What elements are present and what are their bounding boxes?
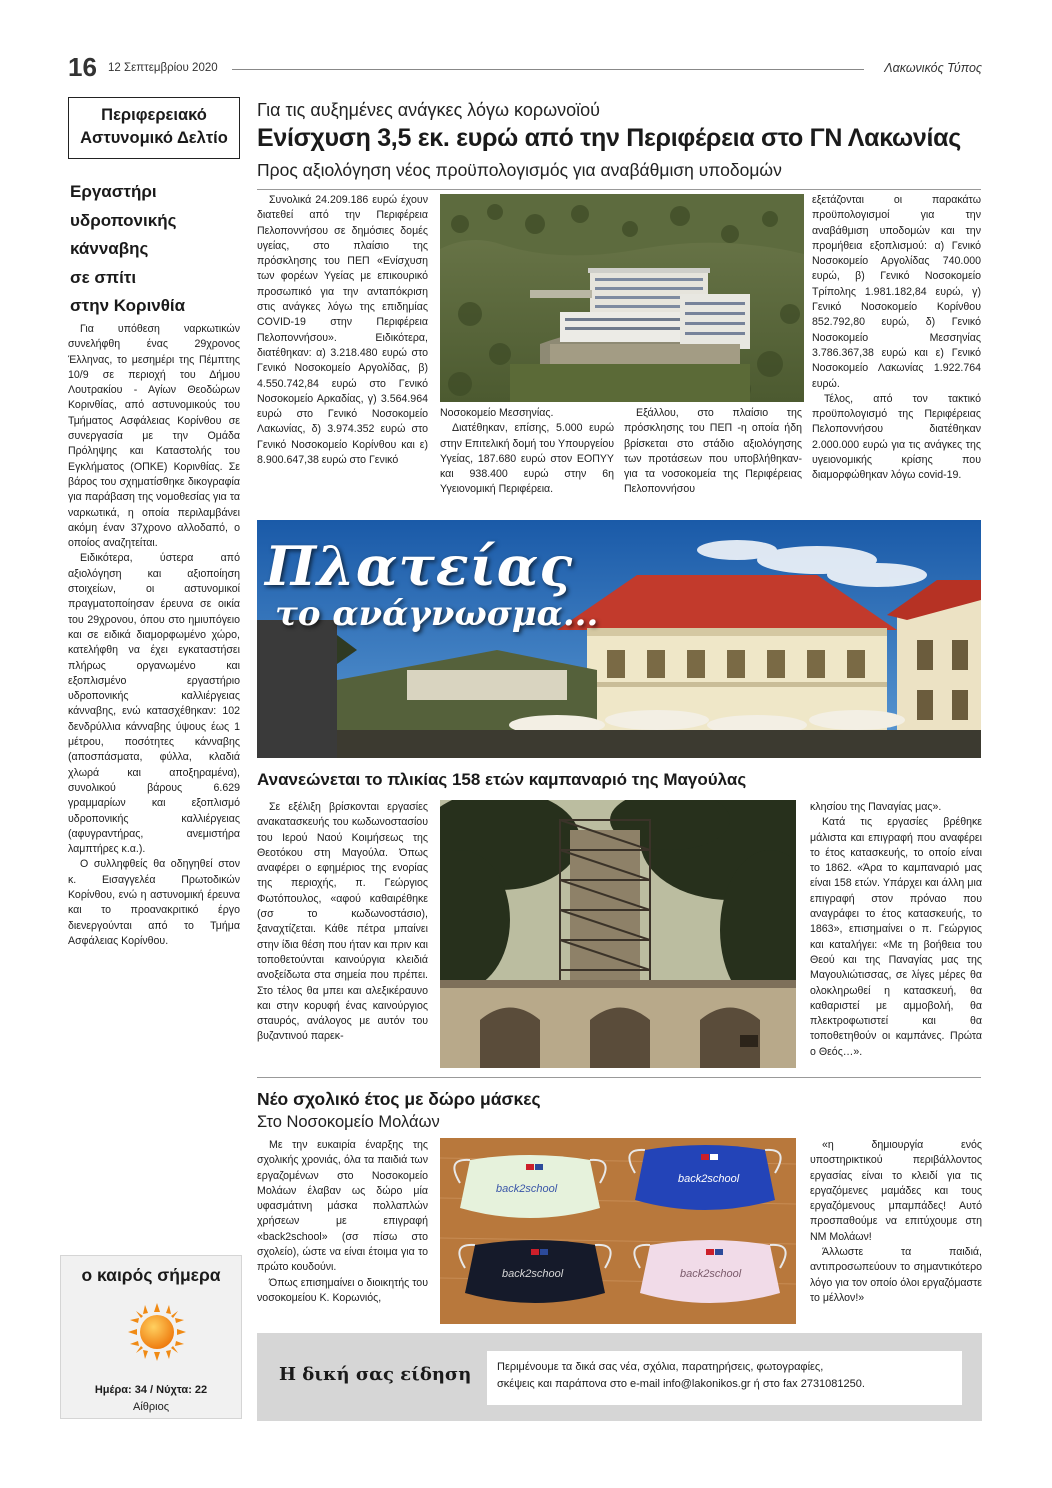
bell-tower-photo [440,800,796,1068]
left-headline [70,178,242,321]
paragraph: Ο συλληφθείς θα οδηγηθεί στον κ. Εισαγγελέα Πρωτοδικών Κορίνθου, ενώ η αστυνομική έρευνα και το προανακριτικό έργο διενεργούνται από το Τμήμα Ασφάλειας Κορίνθου. [68,858,240,947]
left-article-body [68,322,240,949]
police-box-line: Αστυνομικό Δελτίο [80,129,228,147]
banner-subtitle: το ανάγνωσμα... [275,594,599,634]
paragraph: εξετάζονται οι παρακάτω προϋπολογισμοί για την αναβάθμιση υποδομών και την προμήθεια εξοπλισμού: α) Γενικό Νοσοκομείο Αργολίδας 740.000 ευρώ, β) Γενικό Νοσοκομείο Τρίπολης 1.981.182,84 ευρώ, γ) Γενικό Νοσοκομείο Κορίνθου 852.792,80 ευρώ, δ) Γενικό Νοσοκομείο Μεσσηνίας 3.786.367,38 ευρώ και ε) Γενικό Νοσοκομείο Λακωνίας 1.922.764 ευρώ. [812,194,981,390]
headline-line: στην Κορινθία [70,296,186,315]
article1-rule [257,189,981,190]
headline-line: κάνναβης [70,239,149,258]
news-box-line: Περιμένουμε τα δικά σας νέα, σχόλια, παρατηρήσεις, φωτογραφίες, [497,1361,824,1373]
article1-subtitle: Προς αξιολόγηση νέος προϋπολογισμός για αναβάθμιση υποδομών [257,160,782,180]
article2-rule [257,1077,981,1078]
article1-kicker: Για τις αυξημένες ανάγκες λόγω κορωνοϊού [257,100,601,120]
article2-column-2 [810,800,982,1060]
weather-box [60,1255,242,1419]
paragraph: κλησίου της Παναγίας μας». [810,801,942,813]
paragraph: Συνολικά 24.209.186 ευρώ έχουν διατεθεί από την Περιφέρεια Πελοποννήσου σε δημόσιες δομές υγείας, στο πλαίσιο της πρόσκλησης του ΠΕΠ «Ενίσχυση των φορέων Υγείας με επικουρικό προσωπικό για την ανταπόκριση στις ανάγκες λόγω της επιδημίας COVID-19 στην Περιφέρεια Πελοποννήσου». Ειδικότερα, διατέθηκαν: α) 3.218.480 ευρώ στο Γενικό Νοσοκομείο Αργολίδας, β) 4.550.742,84 ευρώ στο Γενικό Νοσοκομείο Αρκαδίας, γ) 3.564.964 ευρώ στο Γενικό Νοσοκομείο Λακωνίας, δ) 3.974.352 ευρώ στο Γενικό Νοσοκομείο Κορίνθου και ε) 8.900.647,38 ευρώ στο Γενικό [257,194,428,467]
paragraph: «η δημιουργία ενός υποστηρικτικού περιβάλλοντος εργασίας είναι το κλειδί για τις εργαζόμενες μαμάδες και τους εργαζόμενους μπαμπάδες! Αυτό προσπαθούμε να επιτύχουμε στη ΝΜ Μολάων! [810,1139,982,1243]
article3-column-2 [810,1138,982,1306]
paragraph: Νοσοκομείο Μεσσηνίας. [440,407,554,419]
paragraph: Τέλος, από τον τακτικό προϋπολογισμό της Περιφέρειας Πελοποννήσου διατέθηκαν 2.000.000 ευρώ για τις ανάγκες της υγειονομικής κρίσης που διαμορφώθηκαν λόγω covid-19. [812,392,981,482]
weather-condition: Αίθριος [132,1401,170,1413]
paragraph: Κατά τις εργασίες βρέθηκε μάλιστα και επιγραφή που αναφέρει το έτος κατασκευής, το οποίο είναι το 1862. «Άρα το καμπαναριό μας είναι 158 ετών. Υπάρχει και άλλη μια επιγραφή στον πρόναο που αναγράφει το έτος κατασκευής, το 1863», επισημαίνει ο π. Γεώργιος και καταλήγει: «Με τη βοήθεια του Θεού και της Παναγίας μας της Μαγουλιώτισσας, σε λίγες μέρες θα ολοκληρωθεί η κατασκευή, θα καθαριστεί με αμμοβολή, θα πλεκτροφωτιστεί και θα τοποθετηθούν οι καμπάνες. Πρώτα ο Θεός…». [810,816,982,1058]
article1-column-4 [812,193,981,484]
article1-column-3 [624,406,802,498]
news-box-line: σκέψεις και παράπονα στο e-mail info@lakonikos.gr ή στο fax 2731081250. [497,1378,865,1390]
mask-text: back2school [502,1268,564,1280]
mask-text: back2school [678,1173,740,1185]
paragraph: Σε εξέλιξη βρίσκονται εργασίες ανακατασκευής του κωδωνοστασίου του Ιερού Ναού Κοιμήσεως της Θεοτόκου στη Μαγούλα. Όπως αναφέρει ο εφημέριος της ενορίας της περιοχής, π. Γεώργιος Φωτόπουλος, «αφού καθαιρέθηκε (σσ το κωδωνοστάσιο), ξαναχτίζεται. Κάθε πέτρα μπαίνει στην ίδια θέση που ήταν και πριν και τοποθετούνται καινούργια κλειδιά ανοξείδωτα στα σημεία που πρέπει. Στο τέλος θα μπει και αλεξικέραυνο και στην κορυφή ένας καινούργιος σταυρός, ανάλογος με αυτόν του βυζαντινού παρεκ- [257,801,428,1043]
paragraph: Διατέθηκαν, επίσης, 5.000 ευρώ στην Επιτελική δομή του Υπουργείου Υγείας, 187.680 ευρώ στον ΕΟΠΥΥ και 938.400 ευρώ στην 6η Υγειονομική Περιφέρεια. [440,422,614,496]
police-bulletin-box [68,97,240,159]
mask-text: back2school [496,1183,558,1195]
paragraph: Για υπόθεση ναρκωτικών συνελήφθη ένας 29χρονος Έλληνας, το μεσημέρι της Πέμπτης 10/9 σε περιοχή του Δήμου Λουτρακίου - Αγίων Θεοδώρων Κορινθίας, από αστυνομικούς του Τμήματος Ασφάλειας Κορίνθου σε συνεργασία με την Ομάδα Πρόληψης και Καταστολής του Εγκλήματος (ΟΠΚΕ) Κορινθίας. Σε βάρος του σχηματίσθηκε δικογραφία για παράβαση της νομοθεσίας για τα ναρκωτικά, η οποία περιλαμβάνει ακόμη έναν 37χρονο αλλοδαπό, ο οποίος αναζητείται. [68,323,240,550]
headline-line: Εργαστήρι [70,182,157,201]
paragraph: Άλλωστε τα παιδιά, αντιπροσωπεύουν το σημαντικότερο λόγο για τον οποίο όλοι εργαζόμαστε το μέλλον!» [810,1246,982,1304]
headline-line: υδροπονικής [70,210,177,230]
header-rule [232,69,864,70]
masks-photo [440,1138,796,1324]
weather-title: ο καιρός σήμερα [81,1265,221,1285]
sun-icon [127,1302,187,1362]
article3-title: Νέο σχολικό έτος με δώρο μάσκες [257,1089,541,1109]
news-box-text [487,1351,962,1405]
paragraph: Ειδικότερα, ύστερα από αξιολόγηση και αξιοποίηση στοιχείων, οι αστυνομικοί πραγματοποίησαν έρευνα σε οικία του 29χρονου, όπου στο ημιυπόγειο και σε ειδικά διαμορφωμένο χώρο, κατελήφθη να έχει εγκαταστήσει πλήρως οργανωμένο και εξοπλισμένο εργαστήριο υδροπονικής καλλιέργειας κάνναβης, ενώ κατασχέθηκαν: 102 δενδρύλλια κάνναβης ύψους έως 1 μέτρου, ποσότητες κάνναβης (αποσπάσματα, φύλλα, κλαδιά χλωρά και αποξηραμένα), συνολικού βάρους 6.629 γραμμαρίων και εξοπλισμό υδροπονικής καλλιέργειας (αφυγραντήρας, ανεμιστήρα λαμπτήρες κ.α.). [68,552,240,856]
hospital-photo [440,194,804,402]
page-number: 16 [68,52,97,82]
paragraph: Εξάλλου, στο πλαίσιο της πρόσκλησης του ΠΕΠ -η οποία ήδη βρίσκεται στο στάδιο αξιολόγησης των προτάσεων που υποβλήθηκαν- για τα νοσοκομεία της Περιφέρειας Πελοποννήσου [624,407,802,496]
paragraph: Όπως επισημαίνει ο διοικητής του νοσοκομείου Κ. Κορωνιός, [257,1276,428,1304]
weather-temperatures: Ημέρα: 34 / Νύχτα: 22 [94,1384,208,1396]
article2-column-1 [257,800,428,1045]
article3-subtitle: Στο Νοσοκομείο Μολάων [257,1113,440,1131]
paragraph: Με την ευκαιρία έναρξης της σχολικής χρονιάς, όλα τα παιδιά των εργαζομένων στο Νοσοκομείο Μολάων έλαβαν ως δώρο μία υφασμάτινη μάσκα πολλαπλών χρήσεων με επιγραφή «back2school» (σσ πίσω στο σχολείο), ώστε να είναι έτοιμα για το πρώτο κουδούνι. [257,1139,428,1274]
article1-column-1 [257,193,428,468]
platia-banner [257,520,981,758]
issue-date: 12 Σεπτεμβρίου 2020 [108,62,218,74]
headline-line: σε σπίτι [70,267,137,287]
mask-text: back2school [680,1268,742,1280]
police-box-line: Περιφερειακό [101,106,207,124]
news-box-title: Η δική σας είδηση [279,1364,472,1385]
banner-title: Πλατείας [265,534,574,598]
news-submission-box [257,1333,982,1421]
article1-column-2 [440,406,614,498]
article2-title: Ανανεώνεται το πλικίας 158 ετών καμπαναριό της Μαγούλας [257,770,747,789]
article1-title: Ενίσχυση 3,5 εκ. ευρώ από την Περιφέρεια στο ΓΝ Λακωνίας [257,124,961,152]
paper-name: Λακωνικός Τύπος [884,61,982,75]
article3-column-1 [257,1138,428,1306]
